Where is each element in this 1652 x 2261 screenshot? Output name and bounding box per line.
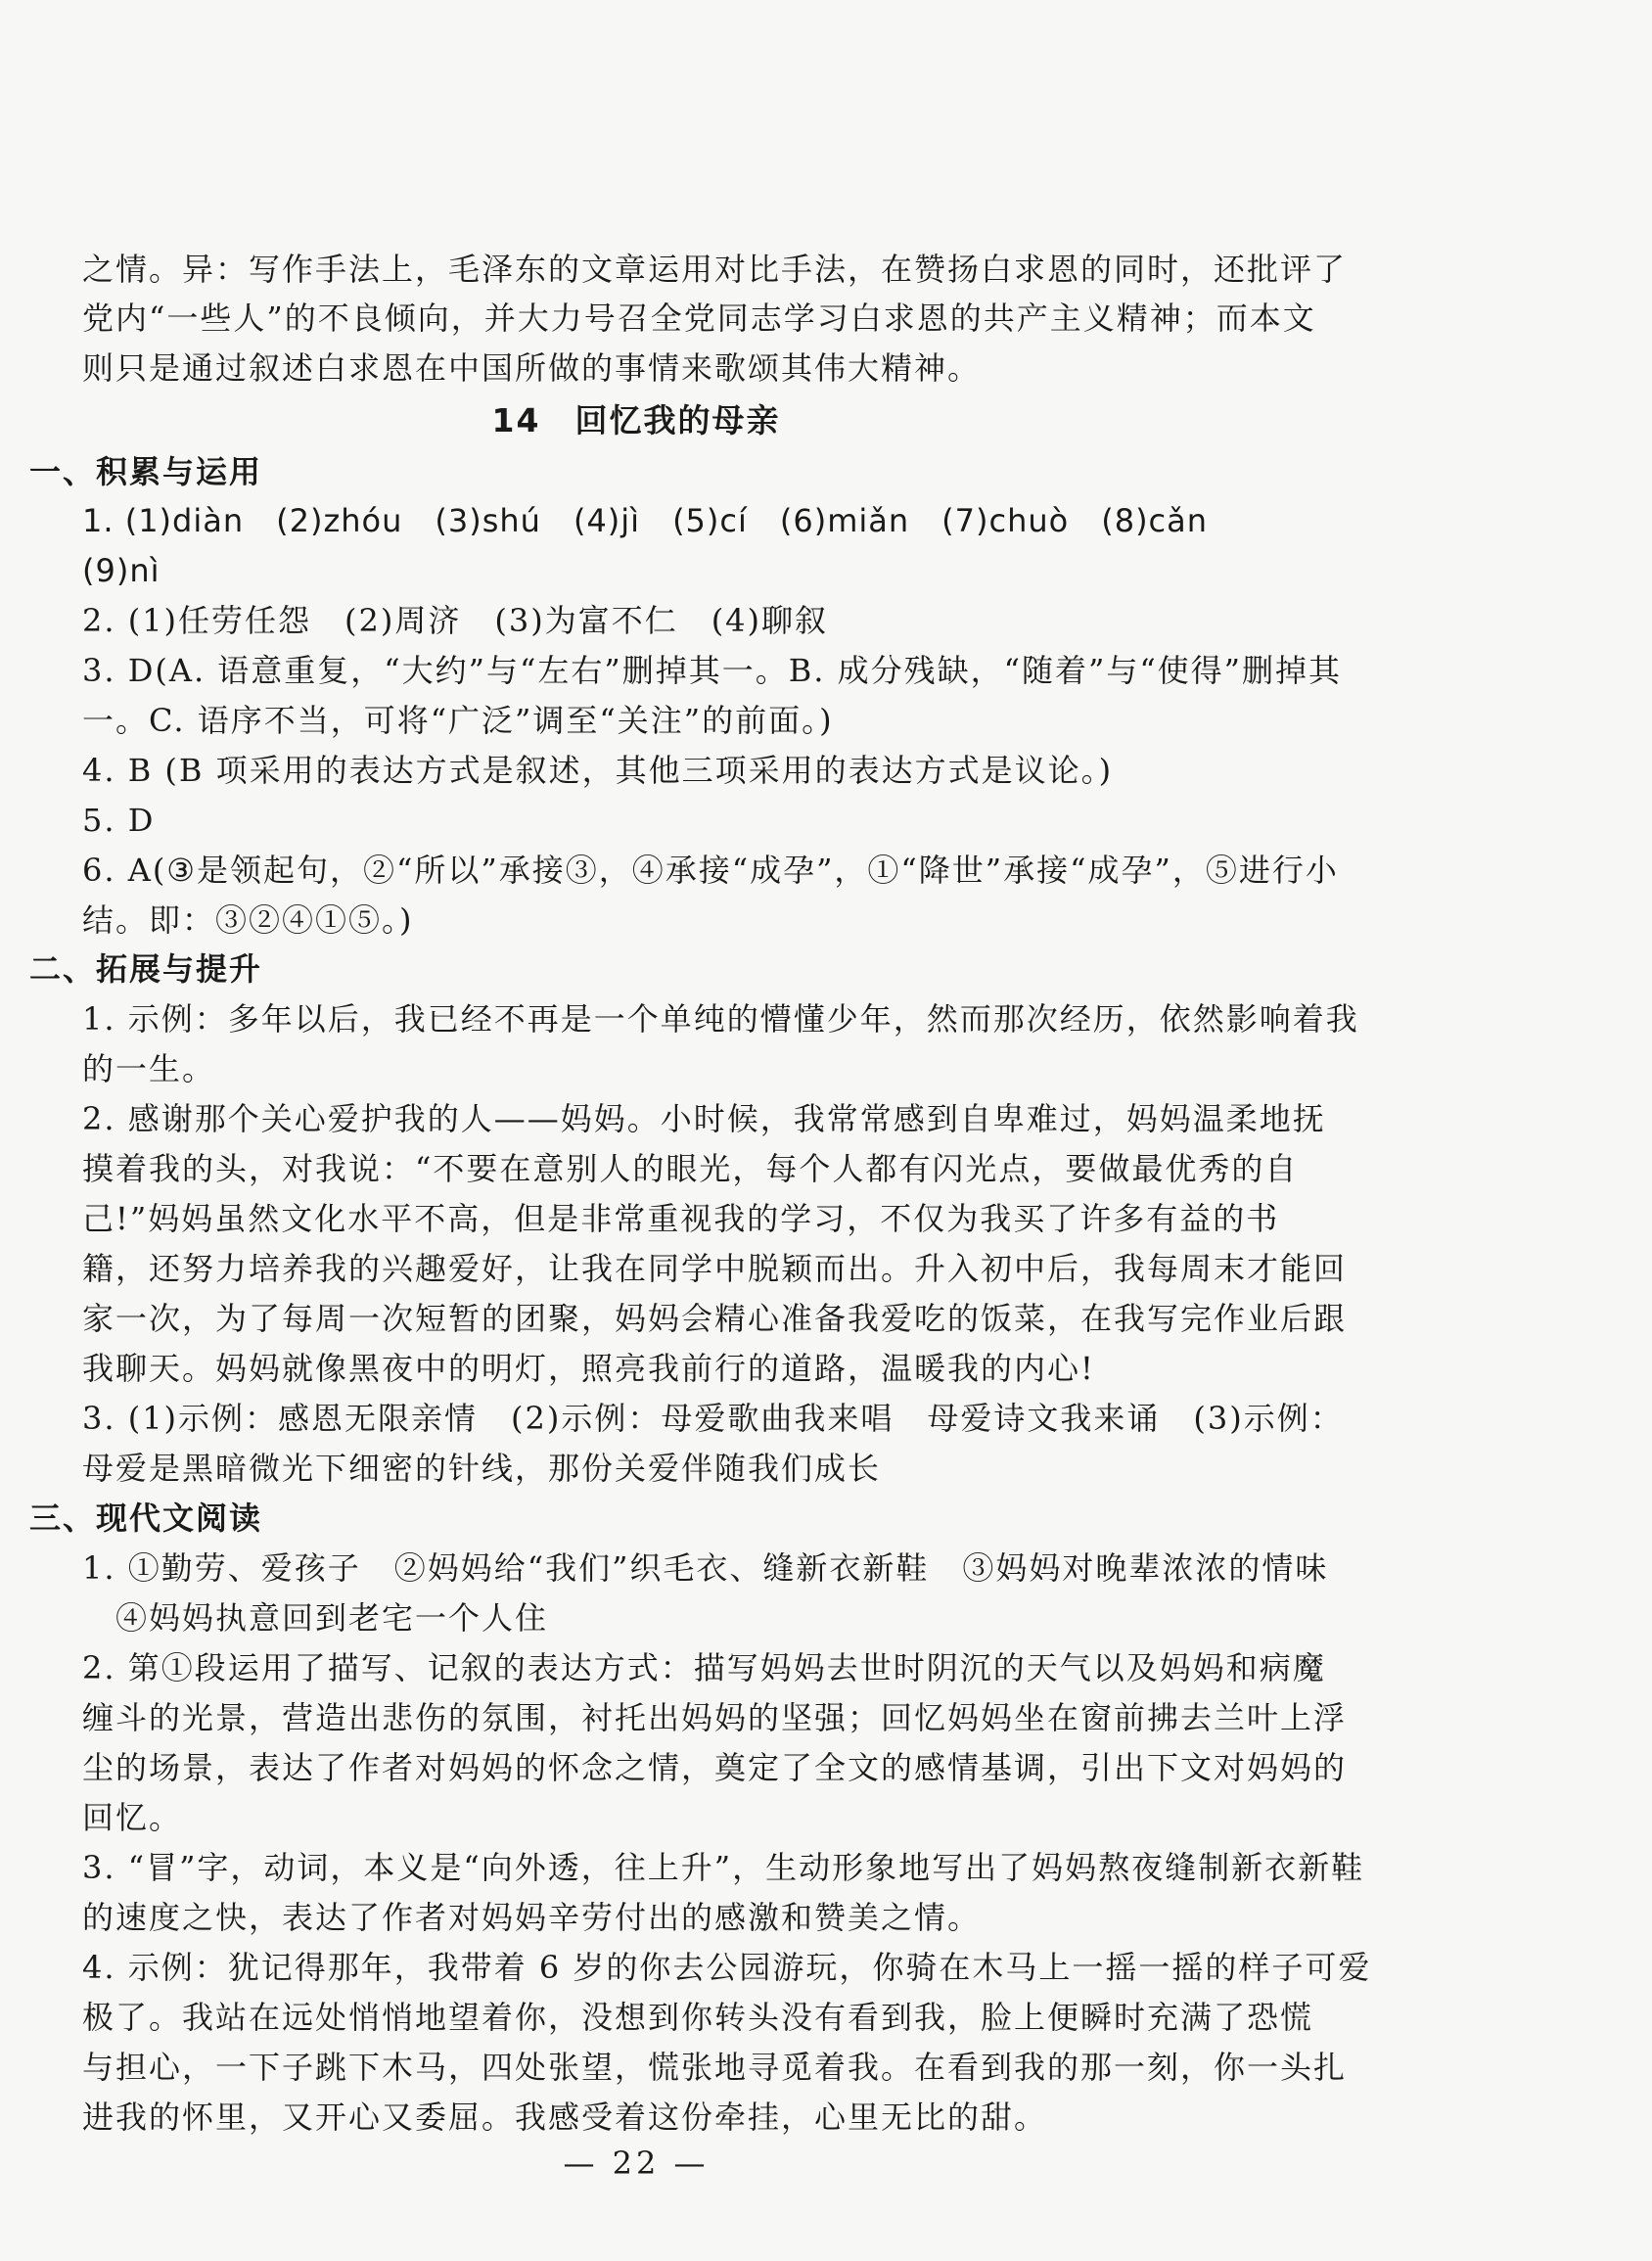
answer-line: 籍，还努力培养我的兴趣爱好，让我在同学中脱颖而出。升入初中后，我每周末才能回 bbox=[82, 1250, 1348, 1287]
intro-line: 党内“一些人”的不良倾向，并大力号召全党同志学习白求恩的共产主义精神；而本文 bbox=[82, 300, 1316, 337]
answer-line: 的速度之快，表达了作者对妈妈辛劳付出的感激和赞美之情。 bbox=[82, 1899, 982, 1936]
answer-line: (9)nì bbox=[82, 552, 161, 589]
answer-line: 4. B (B 项采用的表达方式是叙述，其他三项采用的表达方式是议论。) bbox=[82, 752, 1114, 789]
section-heading: 二、拓展与提升 bbox=[29, 950, 263, 988]
answer-line: 进我的怀里，又开心又委屈。我感受着这份牵挂，心里无比的甜。 bbox=[82, 2099, 1048, 2136]
answer-line: 4. 示例：犹记得那年，我带着 6 岁的你去公园游玩，你骑在木马上一摇一摇的样子可爱 bbox=[82, 1949, 1372, 1986]
intro-line: 之情。异：写作手法上，毛泽东的文章运用对比手法，在赞扬白求恩的同时，还批评了 bbox=[82, 251, 1348, 288]
section-heading: 一、积累与运用 bbox=[29, 453, 263, 490]
answer-line: 1. (1)diàn (2)zhóu (3)shú (4)jì (5)cí (6)miǎn (7)chuò (8)cǎn bbox=[82, 502, 1209, 539]
answer-line: 我聊天。妈妈就像黑夜中的明灯，照亮我前行的道路，温暖我的内心! bbox=[82, 1350, 1095, 1387]
answer-line: 缠斗的光景，营造出悲伤的氛围，衬托出妈妈的坚强；回忆妈妈坐在窗前拂去兰叶上浮 bbox=[82, 1699, 1348, 1736]
intro-line: 则只是通过叙述白求恩在中国所做的事情来歌颂其伟大精神。 bbox=[82, 349, 982, 387]
answer-line: 家一次，为了每周一次短暂的团聚，妈妈会精心准备我爱吃的饭菜，在我写完作业后跟 bbox=[82, 1300, 1348, 1337]
section-heading: 三、现代文阅读 bbox=[29, 1500, 263, 1537]
page-number: — 22 — bbox=[563, 2145, 710, 2182]
answer-line: 与担心，一下子跳下木马，四处张望，慌张地寻觅着我。在看到我的那一刻，你一头扎 bbox=[82, 2049, 1348, 2086]
answer-line: 极了。我站在远处悄悄地望着你，没想到你转头没有看到我，脸上便瞬时充满了恐慌 bbox=[82, 1999, 1314, 2036]
lesson-title: 14 回忆我的母亲 bbox=[491, 401, 781, 439]
answer-line: ④妈妈执意回到老宅一个人住 bbox=[115, 1599, 549, 1637]
answer-line: 3. “冒”字，动词，本义是“向外透，往上升”，生动形象地写出了妈妈熬夜缝制新衣新鞋 bbox=[82, 1849, 1365, 1886]
answer-line: 的一生。 bbox=[82, 1050, 216, 1087]
answer-line: 3. D(A. 语意重复，“大约”与“左右”删掉其一。B. 成分残缺，“随着”与“使得”删掉其 bbox=[82, 652, 1343, 689]
answer-line: 2. (1)任劳任怨 (2)周济 (3)为富不仁 (4)聊叙 bbox=[82, 602, 829, 639]
answer-line: 2. 感谢那个关心爱护我的人——妈妈。小时候，我常常感到自卑难过，妈妈温柔地抚 bbox=[82, 1100, 1326, 1137]
answer-line: 3. (1)示例：感恩无限亲情 (2)示例：母爱歌曲我来唱 母爱诗文我来诵 (3)示例： bbox=[82, 1400, 1344, 1437]
answer-line: 摸着我的头，对我说：“不要在意别人的眼光，每个人都有闪光点，要做最优秀的自 bbox=[82, 1150, 1299, 1187]
answer-line: 一。C. 语序不当，可将“广泛”调至“关注”的前面。) bbox=[82, 702, 834, 739]
answer-line: 1. ①勤劳、爱孩子 ②妈妈给“我们”织毛衣、缝新衣新鞋 ③妈妈对晚辈浓浓的情味 bbox=[82, 1549, 1329, 1587]
answer-line: 2. 第①段运用了描写、记叙的表达方式：描写妈妈去世时阴沉的天气以及妈妈和病魔 bbox=[82, 1649, 1326, 1686]
answer-line: 回忆。 bbox=[82, 1799, 183, 1836]
answer-line: 尘的场景，表达了作者对妈妈的怀念之情，奠定了全文的感情基调，引出下文对妈妈的 bbox=[82, 1749, 1348, 1786]
answer-line: 己!”妈妈虽然文化水平不高，但是非常重视我的学习，不仅为我买了许多有益的书 bbox=[82, 1200, 1280, 1237]
answer-line: 结。即：③②④①⑤。) bbox=[82, 901, 414, 939]
answer-line: 1. 示例：多年以后，我已经不再是一个单纯的懵懂少年，然而那次经历，依然影响着我 bbox=[82, 1000, 1359, 1038]
answer-line: 母爱是黑暗微光下细密的针线，那份关爱伴随我们成长 bbox=[82, 1450, 882, 1487]
answer-line: 5. D bbox=[82, 802, 156, 839]
answer-line: 6. A(③是领起句，②“所以”承接③，④承接“成孕”，①“降世”承接“成孕”，⑤进行小 bbox=[82, 852, 1339, 889]
